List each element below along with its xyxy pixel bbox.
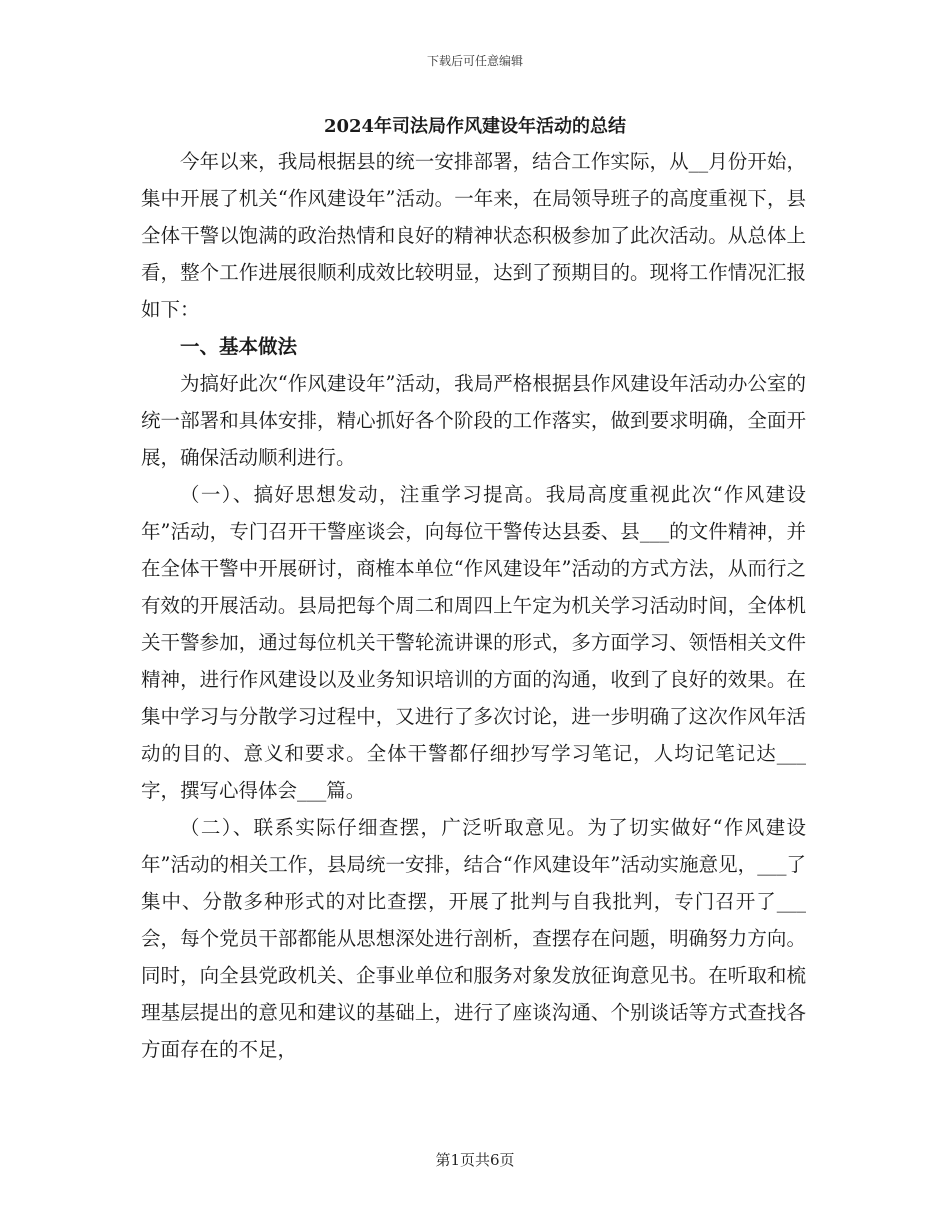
document-body bbox=[141, 143, 806, 1068]
paragraph-section-two: （二）、联系实际仔细查摆，广泛听取意见。为了切实做好“作风建设年”活动的相关工作，县局统一安排，结合“作风建设年”活动实施意见，___了集中、分散多种形式的对比查摆，开展了批判与自我批判，专门召开了___会，每个党员干部都能从思想深处进行剖析，查摆存在问题，明确努力方向。同时，向全县党政机关、企事业单位和服务对象发放征询意见书。在听取和梳理基层提出的意见和建议的基础上，进行了座谈沟通、个别谈话等方式查找各方面存在的不足， bbox=[141, 816, 806, 1061]
intro-paragraph: 今年以来，我局根据县的统一安排部署，结合工作实际，从__月份开始，集中开展了机关“作风建设年”活动。一年来，在局领导班子的高度重视下，县全体干警以饱满的政治热情和良好的精神状态积极参加了此次活动。从总体上看，整个工作进展很顺利成效比较明显，达到了预期目的。现将工作情况汇报如下： bbox=[141, 150, 806, 321]
page-number-footer: 第1页共6页 bbox=[435, 1151, 515, 1169]
paragraph-section-one: （一）、搞好思想发动，注重学习提高。我局高度重视此次“作风建设年”活动，专门召开干警座谈会，向每位干警传达县委、县___的文件精神，并在全体干警中开展研讨，商榷本单位“作风建设年”活动的方式方法，从而行之有效的开展活动。县局把每个周二和周四上午定为机关学习活动时间，全体机关干警参加，通过每位机关干警轮流讲课的形式，多方面学习、领悟相关文件精神，进行作风建设以及业务知识培训的方面的沟通，收到了良好的效果。在集中学习与分散学习过程中，又进行了多次讨论，进一步明确了这次作风年活动的目的、意义和要求。全体干警都仔细抄写学习笔记，人均记笔记达___字，撰写心得体会___篇。 bbox=[141, 483, 806, 802]
paragraph-overview: 为搞好此次“作风建设年”活动，我局严格根据县作风建设年活动办公室的统一部署和具体安排，精心抓好各个阶段的工作落实，做到要求明确，全面开展，确保活动顺利进行。 bbox=[141, 372, 806, 469]
section-heading-basic-methods: 一、基本做法 bbox=[180, 335, 298, 358]
document-title: 2024年司法局作风建设年活动的总结 bbox=[323, 116, 627, 137]
page-header-note: 下载后可任意编辑 bbox=[426, 54, 523, 68]
